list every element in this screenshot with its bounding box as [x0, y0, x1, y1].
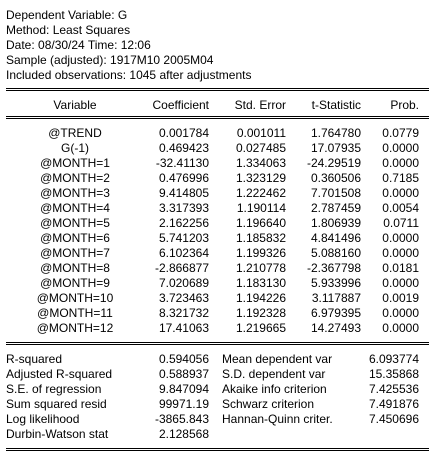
- cell-prob: 0.0000: [382, 231, 419, 245]
- cell-variable: G(-1): [61, 141, 89, 155]
- divider-middle-2: [6, 344, 429, 345]
- header-dependent-variable: Dependent Variable: G: [6, 8, 128, 22]
- cell-variable: @MONTH=10: [36, 291, 114, 305]
- column-header-coefficient: Coefficient: [152, 98, 209, 112]
- cell-std-error: 1.194226: [235, 291, 286, 305]
- cell-std-error: 0.001011: [236, 126, 286, 140]
- cell-variable: @MONTH=6: [40, 231, 110, 245]
- column-header-prob: Prob.: [390, 98, 419, 112]
- cell-std-error: 0.027485: [235, 141, 286, 155]
- stat-value: 2.128568: [158, 427, 209, 441]
- divider-middle-1: [6, 342, 429, 343]
- stat-value: 7.425536: [368, 382, 419, 396]
- cell-prob: 0.0181: [382, 261, 419, 275]
- cell-prob: 0.0711: [383, 216, 419, 230]
- cell-coefficient: 3.317393: [158, 201, 209, 215]
- cell-prob: 0.0000: [382, 156, 419, 170]
- stat-label: S.D. dependent var: [222, 367, 326, 381]
- cell-prob: 0.0000: [382, 321, 419, 335]
- cell-variable: @MONTH=2: [40, 171, 110, 185]
- divider-header-2: [6, 118, 429, 119]
- stat-value: 9.847094: [158, 382, 209, 396]
- header-date-time: Date: 08/30/24 Time: 12:06: [6, 38, 151, 52]
- cell-t-statistic: 14.27493: [310, 321, 361, 335]
- cell-t-statistic: 0.360506: [310, 171, 361, 185]
- cell-coefficient: 5.741203: [158, 231, 209, 245]
- divider-header-1: [6, 116, 429, 117]
- cell-std-error: 1.222462: [235, 186, 286, 200]
- cell-coefficient: 0.001784: [158, 126, 209, 140]
- cell-coefficient: -2.866877: [154, 261, 209, 275]
- stat-value: 15.35868: [368, 367, 419, 381]
- header-sample: Sample (adjusted): 1917M10 2005M04: [6, 53, 214, 67]
- cell-std-error: 1.210778: [235, 261, 286, 275]
- cell-prob: 0.0054: [382, 201, 419, 215]
- stat-label: Hannan-Quinn criter.: [222, 412, 333, 426]
- cell-variable: @MONTH=3: [40, 186, 110, 200]
- cell-std-error: 1.219665: [235, 321, 286, 335]
- stat-label: Schwarz criterion: [222, 397, 315, 411]
- header-observations: Included observations: 1045 after adjustments: [6, 68, 252, 82]
- cell-std-error: 1.334063: [235, 156, 286, 170]
- cell-t-statistic: -2.367798: [306, 261, 361, 275]
- cell-prob: 0.0000: [382, 246, 419, 260]
- cell-prob: 0.0000: [382, 306, 419, 320]
- cell-coefficient: 2.162256: [158, 216, 209, 230]
- stat-value: 6.093774: [368, 352, 419, 366]
- stat-label: Durbin-Watson stat: [6, 427, 109, 441]
- divider-bottom-2: [6, 450, 429, 451]
- cell-coefficient: 3.723463: [158, 291, 209, 305]
- divider-bottom-1: [6, 448, 429, 449]
- cell-variable: @MONTH=4: [40, 201, 110, 215]
- cell-variable: @MONTH=9: [40, 276, 110, 290]
- column-header-t-statistic: t-Statistic: [311, 98, 361, 112]
- divider-top-2: [6, 90, 429, 91]
- cell-coefficient: 6.102364: [158, 246, 209, 260]
- stat-value: 7.491876: [368, 397, 419, 411]
- cell-coefficient: -32.41130: [155, 156, 209, 170]
- stat-label: Log likelihood: [6, 412, 80, 426]
- cell-std-error: 1.199326: [235, 246, 286, 260]
- cell-coefficient: 0.469423: [158, 141, 209, 155]
- cell-variable: @MONTH=8: [40, 261, 110, 275]
- cell-t-statistic: 7.701508: [310, 186, 361, 200]
- cell-t-statistic: 5.933996: [310, 276, 361, 290]
- cell-prob: 0.7185: [382, 171, 419, 185]
- cell-variable: @MONTH=11: [37, 306, 113, 320]
- cell-variable: @MONTH=1: [40, 156, 110, 170]
- cell-prob: 0.0000: [382, 141, 419, 155]
- divider-top-1: [6, 88, 429, 89]
- cell-t-statistic: 17.07935: [310, 141, 361, 155]
- cell-std-error: 1.192328: [235, 306, 286, 320]
- stat-value: 7.450696: [368, 412, 419, 426]
- cell-prob: 0.0019: [382, 291, 419, 305]
- cell-coefficient: 17.41063: [158, 321, 209, 335]
- cell-t-statistic: 3.117887: [311, 291, 361, 305]
- stat-value: -3865.843: [154, 412, 209, 426]
- cell-coefficient: 9.414805: [158, 186, 209, 200]
- column-header-std-error: Std. Error: [234, 98, 286, 112]
- cell-coefficient: 8.321732: [158, 306, 209, 320]
- cell-variable: @TREND: [48, 126, 102, 140]
- cell-t-statistic: 4.841496: [310, 231, 361, 245]
- cell-variable: @MONTH=12: [36, 321, 114, 335]
- cell-t-statistic: 6.979395: [310, 306, 361, 320]
- cell-t-statistic: 5.088160: [310, 246, 361, 260]
- stat-label: Sum squared resid: [6, 397, 107, 411]
- stat-label: Adjusted R-squared: [6, 367, 113, 381]
- cell-prob: 0.0000: [382, 276, 419, 290]
- cell-prob: 0.0000: [382, 186, 419, 200]
- stat-value: 99971.19: [158, 397, 209, 411]
- cell-t-statistic: 1.764780: [310, 126, 361, 140]
- stat-label: S.E. of regression: [6, 382, 102, 396]
- cell-prob: 0.0779: [382, 126, 419, 140]
- cell-t-statistic: -24.29519: [306, 156, 361, 170]
- cell-t-statistic: 1.806939: [310, 216, 361, 230]
- cell-t-statistic: 2.787459: [310, 201, 361, 215]
- stat-value: 0.594056: [158, 352, 209, 366]
- stat-value: 0.588937: [158, 367, 209, 381]
- header-method: Method: Least Squares: [6, 23, 131, 37]
- stat-label: Mean dependent var: [222, 352, 333, 366]
- column-header-variable: Variable: [53, 98, 97, 112]
- cell-std-error: 1.183130: [235, 276, 286, 290]
- cell-coefficient: 0.476996: [158, 171, 209, 185]
- cell-coefficient: 7.020689: [158, 276, 209, 290]
- stat-label: Akaike info criterion: [222, 382, 327, 396]
- cell-std-error: 1.196640: [235, 216, 286, 230]
- cell-std-error: 1.190114: [236, 201, 286, 215]
- cell-variable: @MONTH=5: [40, 216, 110, 230]
- stat-label: R-squared: [6, 352, 63, 366]
- cell-std-error: 1.323129: [235, 171, 286, 185]
- cell-std-error: 1.185832: [235, 231, 286, 245]
- cell-variable: @MONTH=7: [40, 246, 110, 260]
